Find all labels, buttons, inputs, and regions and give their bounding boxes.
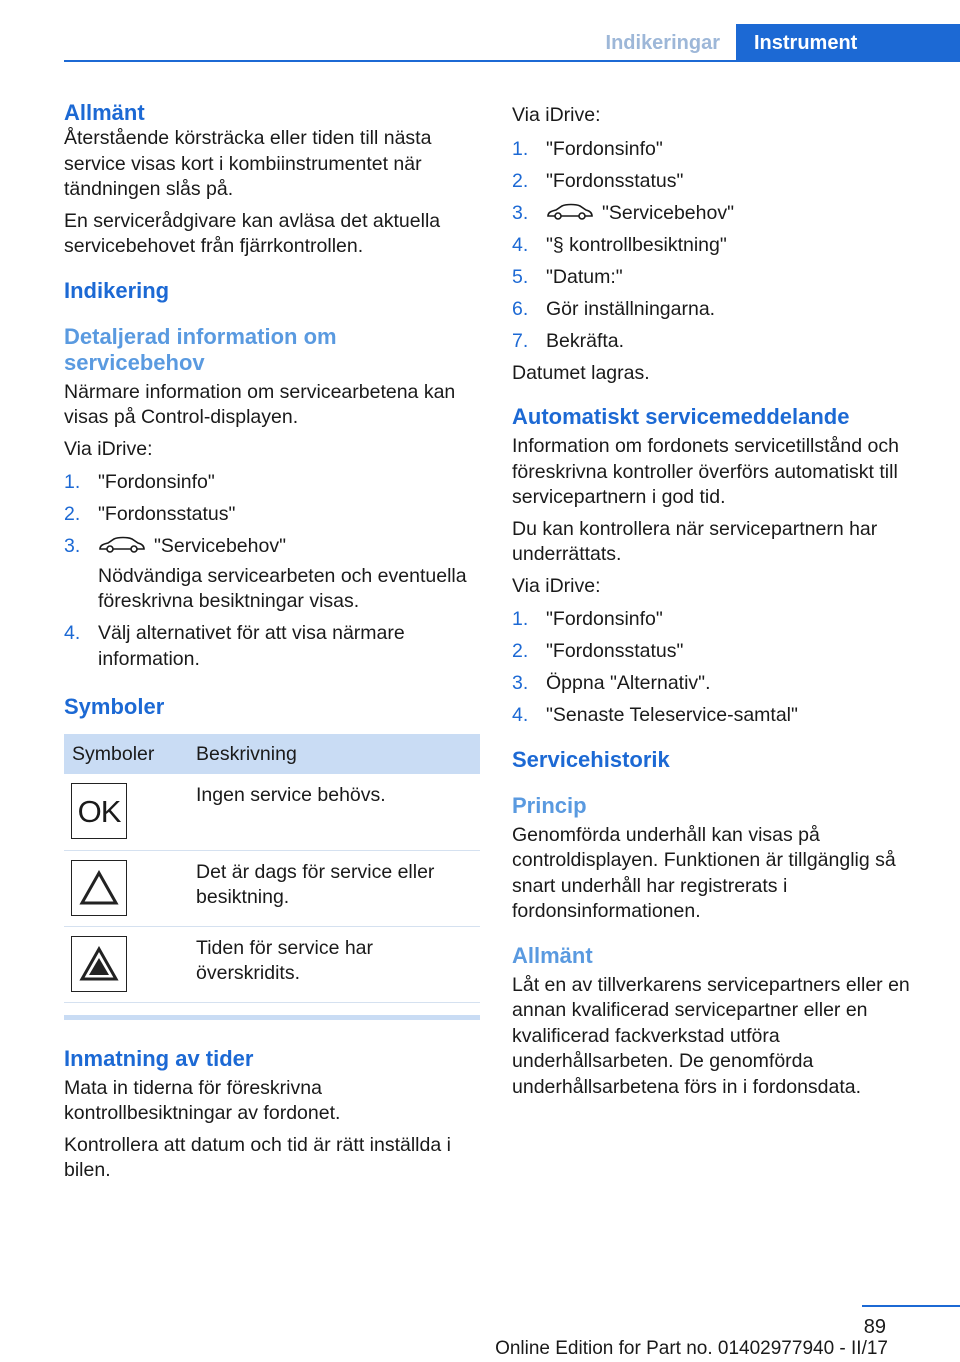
right-column bbox=[512, 100, 928, 1106]
header-rule bbox=[64, 60, 960, 62]
table-row: OK Ingen service behövs. bbox=[64, 774, 480, 850]
paragraph: Du kan kontrollera när servicepartnern har underrättats. bbox=[512, 517, 878, 565]
heading-symbols: Symboler bbox=[64, 694, 165, 719]
header-current-section[interactable]: Instrument bbox=[736, 24, 960, 62]
table-end-rule bbox=[64, 1015, 480, 1020]
heading-principle: Princip bbox=[512, 792, 587, 818]
left-column bbox=[64, 100, 480, 1190]
warning-triangle-filled-icon bbox=[71, 936, 127, 992]
heading-detail: Detaljerad information om servicebehov bbox=[64, 323, 337, 375]
via-idrive: Via iDrive: bbox=[512, 104, 601, 126]
list-item: 2. "Fordonsstatus" bbox=[512, 169, 684, 192]
symbols-table bbox=[64, 734, 480, 1003]
table-row: Tiden för service har överskridits. bbox=[64, 926, 480, 1002]
header-prev-section[interactable]: Indikeringar bbox=[605, 32, 720, 54]
via-idrive: Via iDrive: bbox=[512, 574, 601, 597]
list-item: 3. Öppna "Alternativ". bbox=[512, 672, 711, 694]
paragraph: Mata in tiderna för föreskrivna kontrollbesiktningar av fordonet. bbox=[64, 1076, 341, 1124]
page-number-rule bbox=[862, 1305, 960, 1307]
paragraph: Kontrollera att datum och tid är rätt inställda i bilen. bbox=[64, 1133, 451, 1181]
list-item: 1. "Fordonsinfo" bbox=[512, 137, 663, 160]
ok-icon: OK bbox=[71, 783, 127, 839]
list-item: 2. "Fordonsstatus" bbox=[64, 503, 236, 525]
table-header: Symboler bbox=[64, 734, 188, 774]
paragraph: Återstående körsträcka eller tiden till nästa service visas kort i kombiinstrumentet när tändningen slås på. bbox=[64, 127, 432, 200]
steps-list bbox=[512, 607, 928, 729]
paragraph: Information om fordonets servicetillstånd och föreskrivna kontroller överförs automatiskt till servicepartnern i god tid. bbox=[512, 435, 899, 508]
list-item: 1. "Fordonsinfo" bbox=[512, 608, 663, 630]
list-item: 4. "Senaste Teleservice-samtal" bbox=[512, 704, 798, 726]
list-item: 3. "Servicebehov" Nödvändiga servicearbeten och eventuella föreskrivna besiktningar visas. bbox=[64, 535, 467, 612]
paragraph: En servicerådgivare kan avläsa det aktuella servicebehovet från fjärrkontrollen. bbox=[64, 209, 441, 257]
heading-general: Allmänt bbox=[64, 100, 145, 125]
table-header: Beskrivning bbox=[188, 734, 480, 774]
page-number: 89 bbox=[863, 1316, 886, 1338]
heading-service-history: Servicehistorik bbox=[512, 746, 670, 772]
paragraph: Närmare information om servicearbetena kan visas på Control-displayen. bbox=[64, 380, 456, 428]
paragraph: Datumet lagras. bbox=[512, 361, 650, 384]
heading-indication: Indikering bbox=[64, 277, 170, 303]
paragraph: Genomförda underhåll kan visas på controldisplayen. Funktionen är tillgänglig så snart underhåll har registrerats i fordonsinformationen. bbox=[512, 823, 896, 922]
list-item: 7. Bekräfta. bbox=[512, 329, 625, 352]
table-row: Det är dags för service eller besiktning. bbox=[64, 850, 480, 926]
list-item: 6. Gör inställningarna. bbox=[512, 297, 716, 320]
list-item: 2. "Fordonsstatus" bbox=[512, 640, 684, 662]
warning-triangle-outline-icon bbox=[71, 860, 127, 916]
list-item: 5. "Datum:" bbox=[512, 265, 623, 288]
footer-edition: Online Edition for Part no. 01402977940 - II/17 bbox=[495, 1338, 888, 1359]
heading-input-times: Inmatning av tider bbox=[64, 1045, 254, 1071]
paragraph: Låt en av tillverkarens servicepartners eller en annan kvalificerad servicepartner eller en kvalificerad fackverkstad utföra underhållsarbeten. De genomförda underhållsarbetena förs in i fordonsdata. bbox=[512, 973, 910, 1098]
steps-list bbox=[64, 470, 480, 672]
list-item: 4. "§ kontrollbesiktning" bbox=[512, 233, 727, 256]
heading-general-2: Allmänt bbox=[512, 942, 593, 968]
heading-auto-service: Automatiskt servicemeddelande bbox=[512, 404, 850, 429]
list-item: 3. "Servicebehov" bbox=[512, 201, 734, 224]
steps-list bbox=[512, 137, 928, 355]
list-item: 4. Välj alternativet för att visa närmare information. bbox=[64, 622, 405, 670]
car-service-icon bbox=[98, 536, 146, 554]
car-service-icon bbox=[546, 203, 594, 221]
via-idrive: Via iDrive: bbox=[64, 437, 153, 460]
list-item: 1. "Fordonsinfo" bbox=[64, 471, 215, 493]
